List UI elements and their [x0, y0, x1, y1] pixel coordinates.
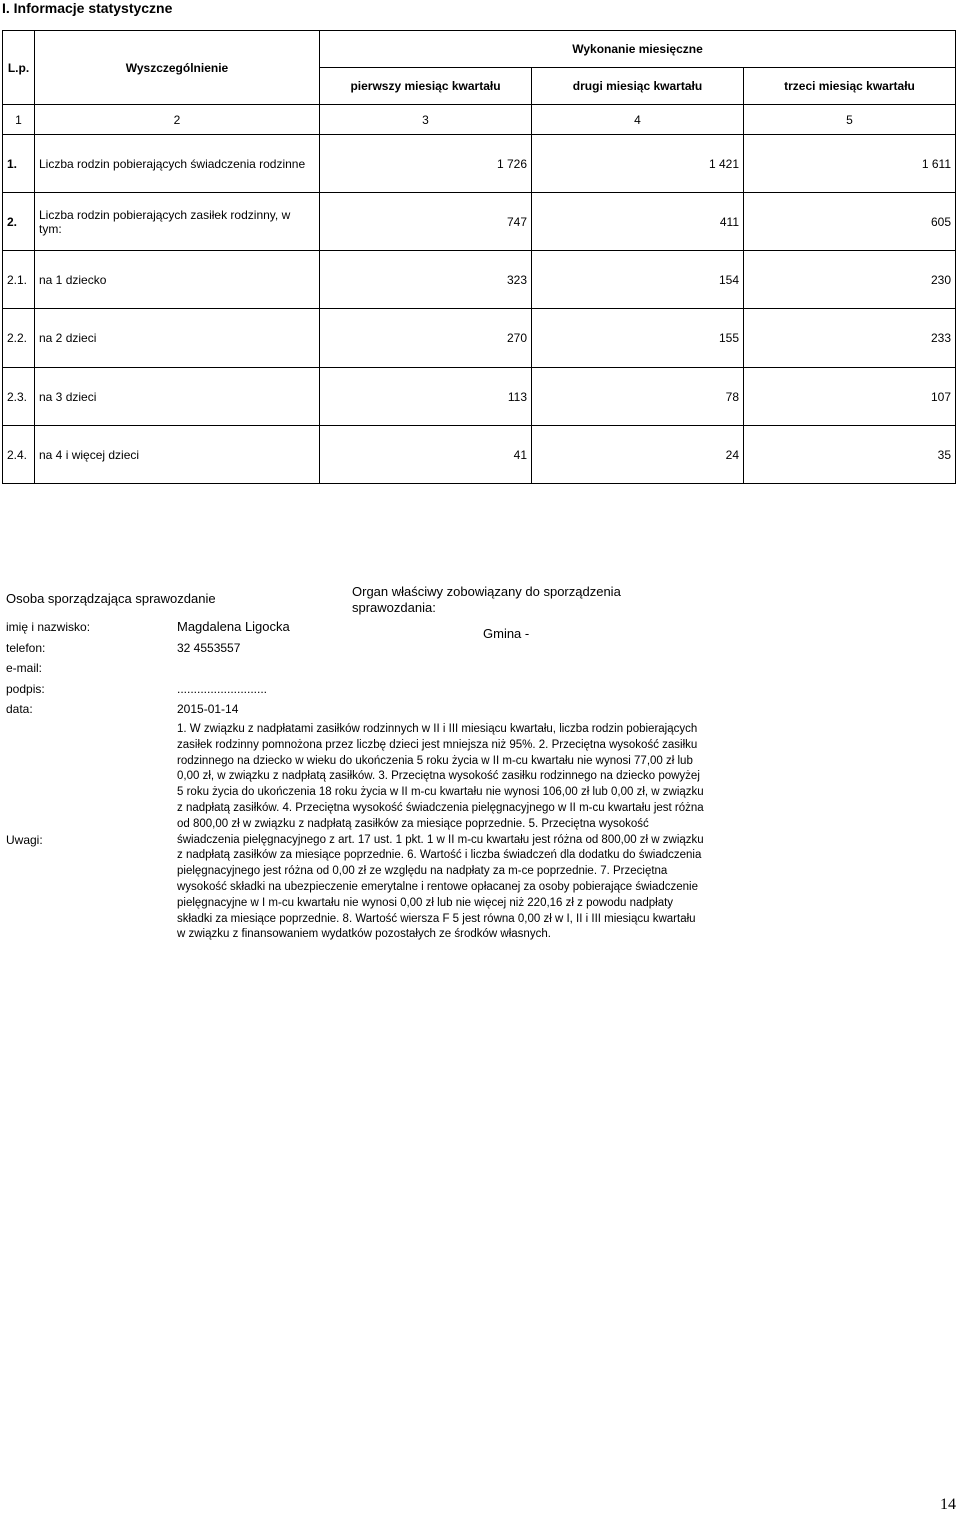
table-row: [3, 251, 956, 309]
row-m3: 230: [744, 251, 956, 309]
row-lp: 2.3.: [3, 368, 35, 426]
row-m1: 323: [320, 251, 532, 309]
table-row: [3, 309, 956, 368]
row-m2: 155: [532, 309, 744, 368]
row-m2: 1 421: [532, 135, 744, 193]
name-label: imię i nazwisko:: [6, 620, 91, 634]
row-m3: 233: [744, 309, 956, 368]
row-lp: 1.: [3, 135, 35, 193]
table-row: [3, 193, 956, 251]
header-row-1: [3, 31, 956, 68]
row-m1: 1 726: [320, 135, 532, 193]
row-m2: 78: [532, 368, 744, 426]
email-label: e-mail:: [6, 661, 43, 675]
row-label: Liczba rodzin pobierających świadczenia rodzinne: [35, 135, 320, 193]
statistics-table: [2, 30, 956, 484]
header-wyszczegolnienie: Wyszczególnienie: [35, 31, 320, 105]
table-row: [3, 426, 956, 484]
phone-label: telefon:: [6, 641, 46, 655]
organ-value: Gmina -: [483, 626, 530, 641]
column-number-row: [3, 105, 956, 135]
row-m3: 107: [744, 368, 956, 426]
row-m1: 270: [320, 309, 532, 368]
colnum-4: 4: [532, 105, 744, 135]
row-m1: 747: [320, 193, 532, 251]
name-value: Magdalena Ligocka: [177, 619, 290, 634]
header-group: Wykonanie miesięczne: [320, 31, 956, 68]
signature-label: podpis:: [6, 682, 45, 696]
row-label: na 2 dzieci: [35, 309, 320, 368]
row-m3: 35: [744, 426, 956, 484]
notes-text: 1. W związku z nadpłatami zasiłków rodzinnych w II i III miesiącu kwartału, liczba rodzin pobierających zasiłek rodzinny pomnożona przez liczbę dzieci jest mniejsza niż 95%. 2. Przeciętna wysokość zasiłku rodzinnego na dziecko w wieku do ukończenia 5 roku życia w II m-cu kwartału nie wynosi 77,00 zł lub 0,00 zł, w związku z nadpłatą zasiłków. 3. Przeciętna wysokość zasiłku rodzinnego na dziecko powyżej 5 roku życia do ukończenia 18 roku życia w II m-cu kwartału nie wynosi 106,00 zł lub 0,00 zł, w związku z nadpłatą zasiłków. 4. Przeciętna wysokość świadczenia pielęgnacyjnego w II m-cu kwartału jest różna od 800,00 zł w związku z nadpłatą zasiłków za miesiące poprzednie. 5. Przeciętna wysokość świadczenia pielęgnacyjnego z art. 17 ust. 1 pkt. 1 w II m-cu kwartału jest różna od 800,00 zł w związku z nadpłatą zasiłków za miesiące poprzednie. 6. Wartość i liczba świadczeń dla dodatku do świadczenia pielęgnacyjnego jest różna od 0,00 zł ze względu na nadpłaty za m-ce poprzednie. 7. Przeciętna wysokość składki na ubezpieczenie emerytalne i rentowe opłacanej za osoby pobierające świadczenie pielęgnacyjne w I m-cu kwartału nie wynosi 0,00 zł lub nie więcej niż 220,16 zł z powodu nadpłaty składki za miesiące poprzednie. 8. Wartość wiersza F 5 jest równa 0,00 zł w I, II i III miesiącu kwartału w związku z finansowaniem wydatków pozostałych ze środków własnych.: [177, 723, 704, 941]
row-m2: 24: [532, 426, 744, 484]
row-m2: 154: [532, 251, 744, 309]
page-number: 14: [940, 1496, 956, 1513]
row-label: na 3 dzieci: [35, 368, 320, 426]
row-lp: 2.2.: [3, 309, 35, 368]
signature-value: ...........................: [177, 682, 268, 696]
row-lp: 2.: [3, 193, 35, 251]
section-title: I. Informacje statystyczne: [2, 0, 173, 16]
row-m3: 605: [744, 193, 956, 251]
colnum-1: 1: [3, 105, 35, 135]
row-lp: 2.4.: [3, 426, 35, 484]
row-m2: 411: [532, 193, 744, 251]
row-m1: 113: [320, 368, 532, 426]
preparer-heading: Osoba sporządzająca sprawozdanie: [6, 591, 216, 606]
header-m2: drugi miesiąc kwartału: [532, 68, 744, 105]
colnum-5: 5: [744, 105, 956, 135]
colnum-2: 2: [35, 105, 320, 135]
notes-label: Uwagi:: [6, 833, 43, 847]
row-m3: 1 611: [744, 135, 956, 193]
table-row: [3, 135, 956, 193]
colnum-3: 3: [320, 105, 532, 135]
row-label: na 4 i więcej dzieci: [35, 426, 320, 484]
header-m1: pierwszy miesiąc kwartału: [320, 68, 532, 105]
phone-value: 32 4553557: [177, 641, 241, 655]
table-row: [3, 368, 956, 426]
row-label: Liczba rodzin pobierających zasiłek rodzinny, w tym:: [35, 193, 320, 251]
date-value: 2015-01-14: [177, 702, 239, 716]
row-m1: 41: [320, 426, 532, 484]
row-lp: 2.1.: [3, 251, 35, 309]
header-lp: L.p.: [3, 31, 35, 105]
row-label: na 1 dziecko: [35, 251, 320, 309]
organ-heading: Organ właściwy zobowiązany do sporządzenia sprawozdania:: [352, 584, 621, 615]
header-m3: trzeci miesiąc kwartału: [744, 68, 956, 105]
date-label: data:: [6, 702, 33, 716]
